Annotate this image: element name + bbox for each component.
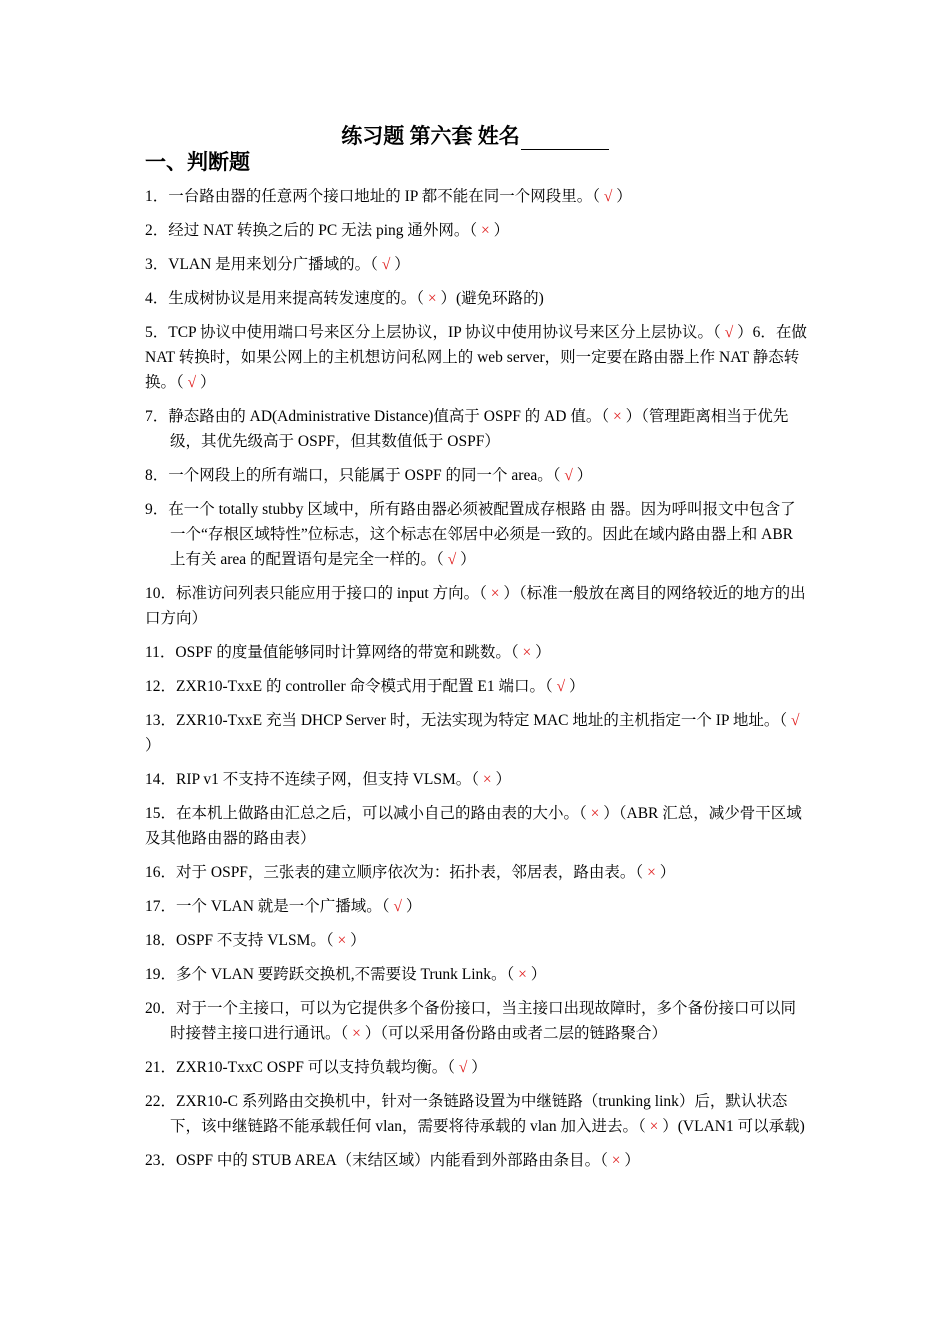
answer-mark: × xyxy=(486,585,504,602)
answer-mark: × xyxy=(477,222,494,239)
answer-mark: × xyxy=(424,290,441,307)
question-2: 2．经过 NAT 转换之后的 PC 无法 ping 通外网。（ × ） xyxy=(145,222,510,239)
answer-mark: √ xyxy=(389,898,406,915)
question-8: 8．一个网段上的所有端口，只能属于 OSPF 的同一个 area。（ √ ） xyxy=(145,467,593,484)
section-heading: 一、判断题 xyxy=(145,150,250,174)
answer-mark: √ xyxy=(377,256,395,273)
answer-mark: × xyxy=(645,1118,663,1135)
answer-mark: √ xyxy=(552,678,569,695)
answer-mark: × xyxy=(609,408,626,425)
question-3: 3．VLAN 是用来划分广播域的。（ √ ） xyxy=(145,256,410,273)
answer-mark: × xyxy=(514,966,531,983)
question-list xyxy=(145,184,809,1182)
name-blank-line xyxy=(521,127,609,150)
question-11: 11．OSPF 的度量值能够同时计算网络的带宽和跳数。（ × ） xyxy=(145,644,551,661)
question-20: 20．对于一个主接口，可以为它提供多个备份接口，当主接口出现故障时，多个备份接口可以同时接替主接口进行通讯。（ × ）（可以采用备份路由或者二层的链路聚合） xyxy=(145,1000,797,1042)
question-17: 17．一个 VLAN 就是一个广播域。（ √ ） xyxy=(145,898,422,915)
answer-mark: √ xyxy=(560,467,577,484)
answer-mark: × xyxy=(518,644,536,661)
question-23: 23．OSPF 中的 STUB AREA（末结区域）内能看到外部路由条目。（ × ） xyxy=(145,1152,640,1169)
answer-mark: × xyxy=(607,1152,625,1169)
answer-mark: √ xyxy=(599,188,617,205)
question-13: 13．ZXR10-TxxE 充当 DHCP Server 时，无法实现为特定 MAC 地址的主机指定一个 IP 地址。（ √ ） xyxy=(145,712,800,754)
question-9: 9．在一个 totally stubby 区域中，所有路由器必须被配置成存根路 由 器。因为呼叫报文中包含了一个“存根区域特性”位标志，这个标志在邻居中必须是一致的。因此在域内路由器上和 ABR 上有关 area 的配置语句是完全一样的。（ √ ） xyxy=(145,501,796,568)
answer-mark: × xyxy=(479,771,496,788)
answer-mark: × xyxy=(333,932,351,949)
title-text: 练习题 第六套 姓名 xyxy=(341,124,520,148)
question-10: 10．标准访问列表只能应用于接口的 input 方向。（ × ）（标准一般放在离目的网络较近的地方的出口方向） xyxy=(145,585,806,627)
page-title xyxy=(0,122,950,150)
answer-mark: × xyxy=(643,864,660,881)
answer-mark: √ xyxy=(787,712,800,729)
answer-mark: × xyxy=(348,1025,365,1042)
question-22: 22．ZXR10-C 系列路由交换机中，针对一条链路设置为中继链路（trunking link）后，默认状态下，该中继链路不能承载任何 vlan，需要将待承载的 vlan 加入进去。（ × ）(VLAN1 可以承载) xyxy=(145,1093,805,1135)
question-4: 4．生成树协议是用来提高转发速度的。（ × ）(避免环路的) xyxy=(145,290,544,307)
question-18: 18．OSPF 不支持 VLSM。（ × ） xyxy=(145,932,366,949)
answer-mark: √ xyxy=(455,1059,472,1076)
question-19: 19．多个 VLAN 要跨跃交换机,不需要设 Trunk Link。（ × ） xyxy=(145,966,547,983)
answer-mark: × xyxy=(586,805,604,822)
question-16: 16．对于 OSPF，三张表的建立顺序依次为：拓扑表，邻居表，路由表。（ × ） xyxy=(145,864,676,881)
question-5-6: 5．TCP 协议中使用端口号来区分上层协议，IP 协议中使用协议号来区分上层协议。（ √ ）6．在做 NAT 转换时，如果公网上的主机想访问私网上的 web server，则一定要在路由器上作 NAT 静态转换。（ √ ） xyxy=(145,324,807,391)
answer-mark: √ xyxy=(183,374,201,391)
question-12: 12．ZXR10-TxxE 的 controller 命令模式用于配置 E1 端口。（ √ ） xyxy=(145,678,585,695)
question-14: 14．RIP v1 不支持不连续子网，但支持 VLSM。（ × ） xyxy=(145,771,512,788)
question-21: 21．ZXR10-TxxC OSPF 可以支持负载均衡。（ √ ） xyxy=(145,1059,487,1076)
answer-mark: √ xyxy=(443,551,461,568)
question-1: 1．一台路由器的任意两个接口地址的 IP 都不能在同一个网段里。（ √ ） xyxy=(145,188,632,205)
question-7: 7．静态路由的 AD(Administrative Distance)值高于 OSPF 的 AD 值。（ × ）（管理距离相当于优先级，其优先级高于 OSPF，但其数值低于 OSPF） xyxy=(145,408,789,450)
question-15: 15．在本机上做路由汇总之后，可以减小自己的路由表的大小。（ × ）（ABR 汇总，减少骨干区域及其他路由器的路由表） xyxy=(145,805,802,847)
answer-mark: √ xyxy=(724,324,738,341)
